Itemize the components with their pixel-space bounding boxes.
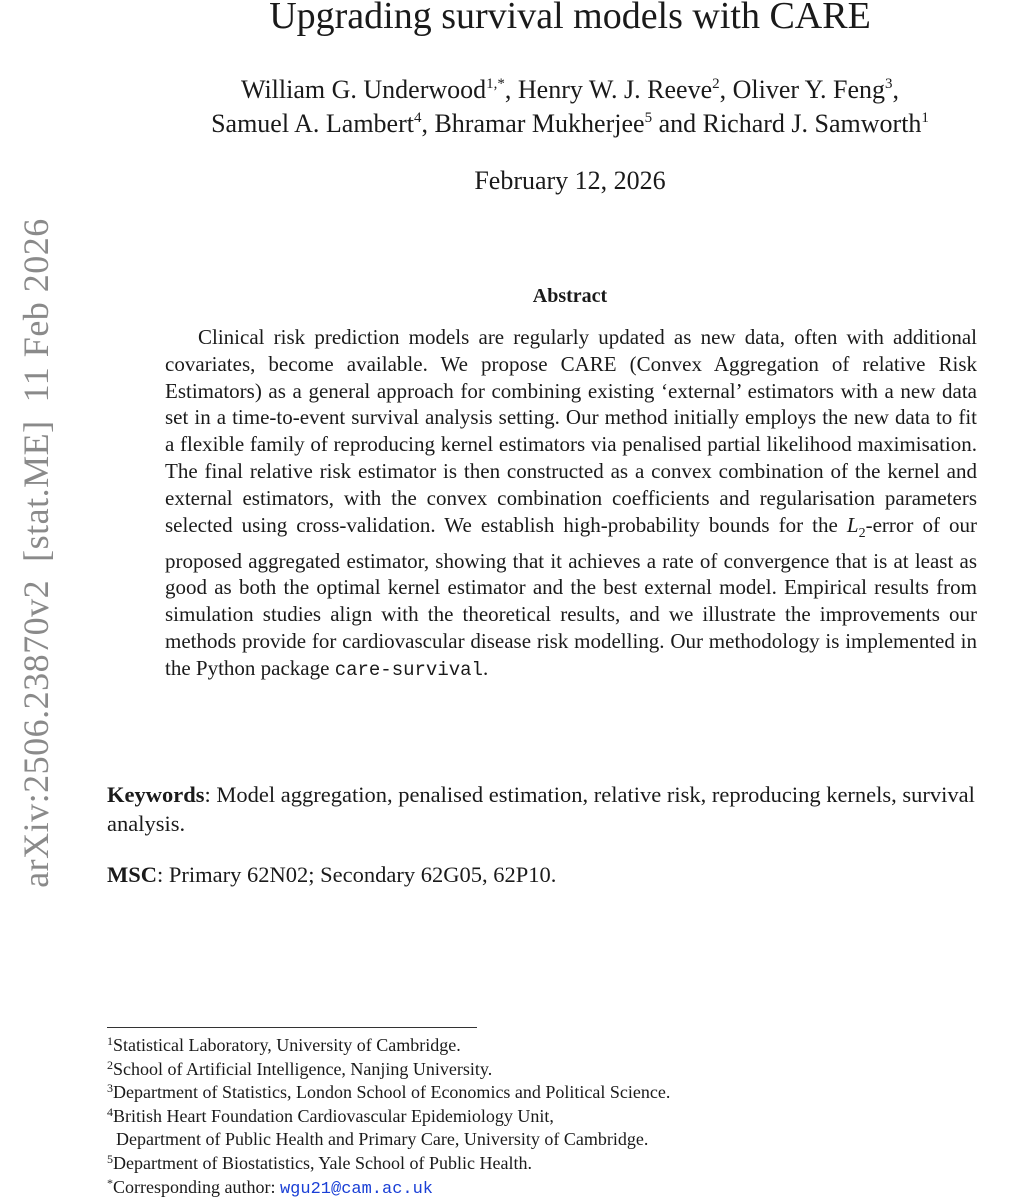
author-separator: , xyxy=(892,75,900,104)
footnote-text: School of Artificial Intelligence, Nanjing University. xyxy=(113,1058,493,1079)
arxiv-identifier: arXiv:2506.23870v2 xyxy=(16,579,56,888)
footnote-text: Corresponding author: xyxy=(113,1176,280,1197)
footnote-item xyxy=(107,1152,1007,1176)
footnote-corresponding xyxy=(107,1176,1007,1201)
msc-text: : Primary 62N02; Secondary 62G05, 62P10. xyxy=(157,862,557,887)
keywords-label: Keywords xyxy=(107,782,205,807)
footnote-text: Department of Statistics, London School of Economics and Political Science. xyxy=(113,1082,671,1103)
arxiv-date: 11 Feb 2026 xyxy=(16,218,56,403)
author-name: Henry W. J. Reeve xyxy=(517,75,713,104)
keywords xyxy=(107,780,1036,838)
author-affiliation-mark: 5 xyxy=(644,110,653,126)
footnote-mark: 5 xyxy=(107,1151,113,1166)
footnote-continuation: Department of Public Health and Primary Care, University of Cambridge. xyxy=(116,1129,649,1150)
abstract-body xyxy=(165,324,977,684)
author-separator: and xyxy=(652,109,703,138)
author-separator: , xyxy=(421,109,435,138)
footnote-text: British Heart Foundation Cardiovascular Epidemiology Unit, xyxy=(113,1105,554,1126)
arxiv-category: [stat.ME] xyxy=(16,420,56,562)
abstract-heading: Abstract xyxy=(532,285,608,307)
author-affiliation-mark: 4 xyxy=(413,110,422,126)
arxiv-stamp xyxy=(15,218,57,888)
footnote-item xyxy=(107,1058,1007,1082)
author-affiliation-mark: 1 xyxy=(921,110,929,126)
author-name: Richard J. Samworth xyxy=(702,109,922,138)
author-name: Samuel A. Lambert xyxy=(211,109,414,138)
footnote-mark: 3 xyxy=(107,1081,113,1096)
paper-title: Upgrading survival models with CARE xyxy=(269,0,871,37)
author-line-1 xyxy=(0,73,1036,107)
footnotes xyxy=(107,1034,1007,1201)
abstract-text: -error of our proposed aggregated estimator, showing that it achieves a rate of convergence that is at least as good as both the optimal kernel estimator and the best external model. Empirical results from simulation studies align with the theoretical results, and we illustrate the improvements our methods provide for cardiovascular disease risk modelling. Our methodology is implemented in the Python package xyxy=(165,512,977,680)
footnote-item xyxy=(107,1081,1007,1105)
math-l2 xyxy=(846,512,866,541)
footnote-divider xyxy=(107,1027,477,1028)
author-separator: , xyxy=(504,75,518,104)
author-affiliation-mark: 2 xyxy=(712,76,720,92)
footnote-mark: * xyxy=(107,1175,113,1190)
package-name: care-survival xyxy=(334,658,483,681)
corresponding-email-link[interactable]: wgu21@cam.ac.uk xyxy=(279,1179,434,1199)
abstract-text: Clinical risk prediction models are regularly updated as new data, often with additional covariates, become available. We propose CARE (Convex Aggregation of relative Risk Estimators) as a general approach for combining existing ‘external’ estimators with a new data set in a time-to-event survival analysis setting. Our method initially employs the new data to fit a flexible family of reproducing kernel estimators via penalised partial likelihood maximisation. The final relative risk estimator is then constructed as a convex combination of the kernel and external estimators, with the convex combination coefficients and regularisation parameters selected using cross-validation. We establish high-probability bounds for the xyxy=(165,325,977,537)
footnote-item xyxy=(107,1105,1007,1129)
footnote-text: Department of Biostatistics, Yale School of Public Health. xyxy=(113,1152,532,1173)
author-name: Bhramar Mukherjee xyxy=(434,109,645,138)
footnote-item xyxy=(107,1034,1007,1058)
author-name: William G. Underwood xyxy=(240,75,487,104)
footnote-text: Statistical Laboratory, University of Cambridge. xyxy=(113,1035,461,1055)
math-symbol: L xyxy=(846,512,859,537)
author-affiliation-mark: 3 xyxy=(885,76,893,92)
paper-date: February 12, 2026 xyxy=(474,166,666,195)
author-separator: , xyxy=(719,75,733,104)
author-name: Oliver Y. Feng xyxy=(732,75,886,104)
author-affiliation-mark: 1,* xyxy=(486,76,505,92)
footnote-mark: 4 xyxy=(107,1104,113,1119)
msc-classification xyxy=(107,860,1007,889)
math-subscript: 2 xyxy=(858,525,866,541)
msc-label: MSC xyxy=(107,862,157,887)
author-list xyxy=(0,73,1036,141)
footnote-mark: 1 xyxy=(107,1034,113,1048)
author-line-2 xyxy=(0,107,1036,141)
footnote-mark: 2 xyxy=(107,1057,113,1072)
keywords-text: : Model aggregation, penalised estimation, relative risk, reproducing kernels, survival analysis. xyxy=(107,782,975,836)
abstract-text-end: . xyxy=(482,655,489,680)
